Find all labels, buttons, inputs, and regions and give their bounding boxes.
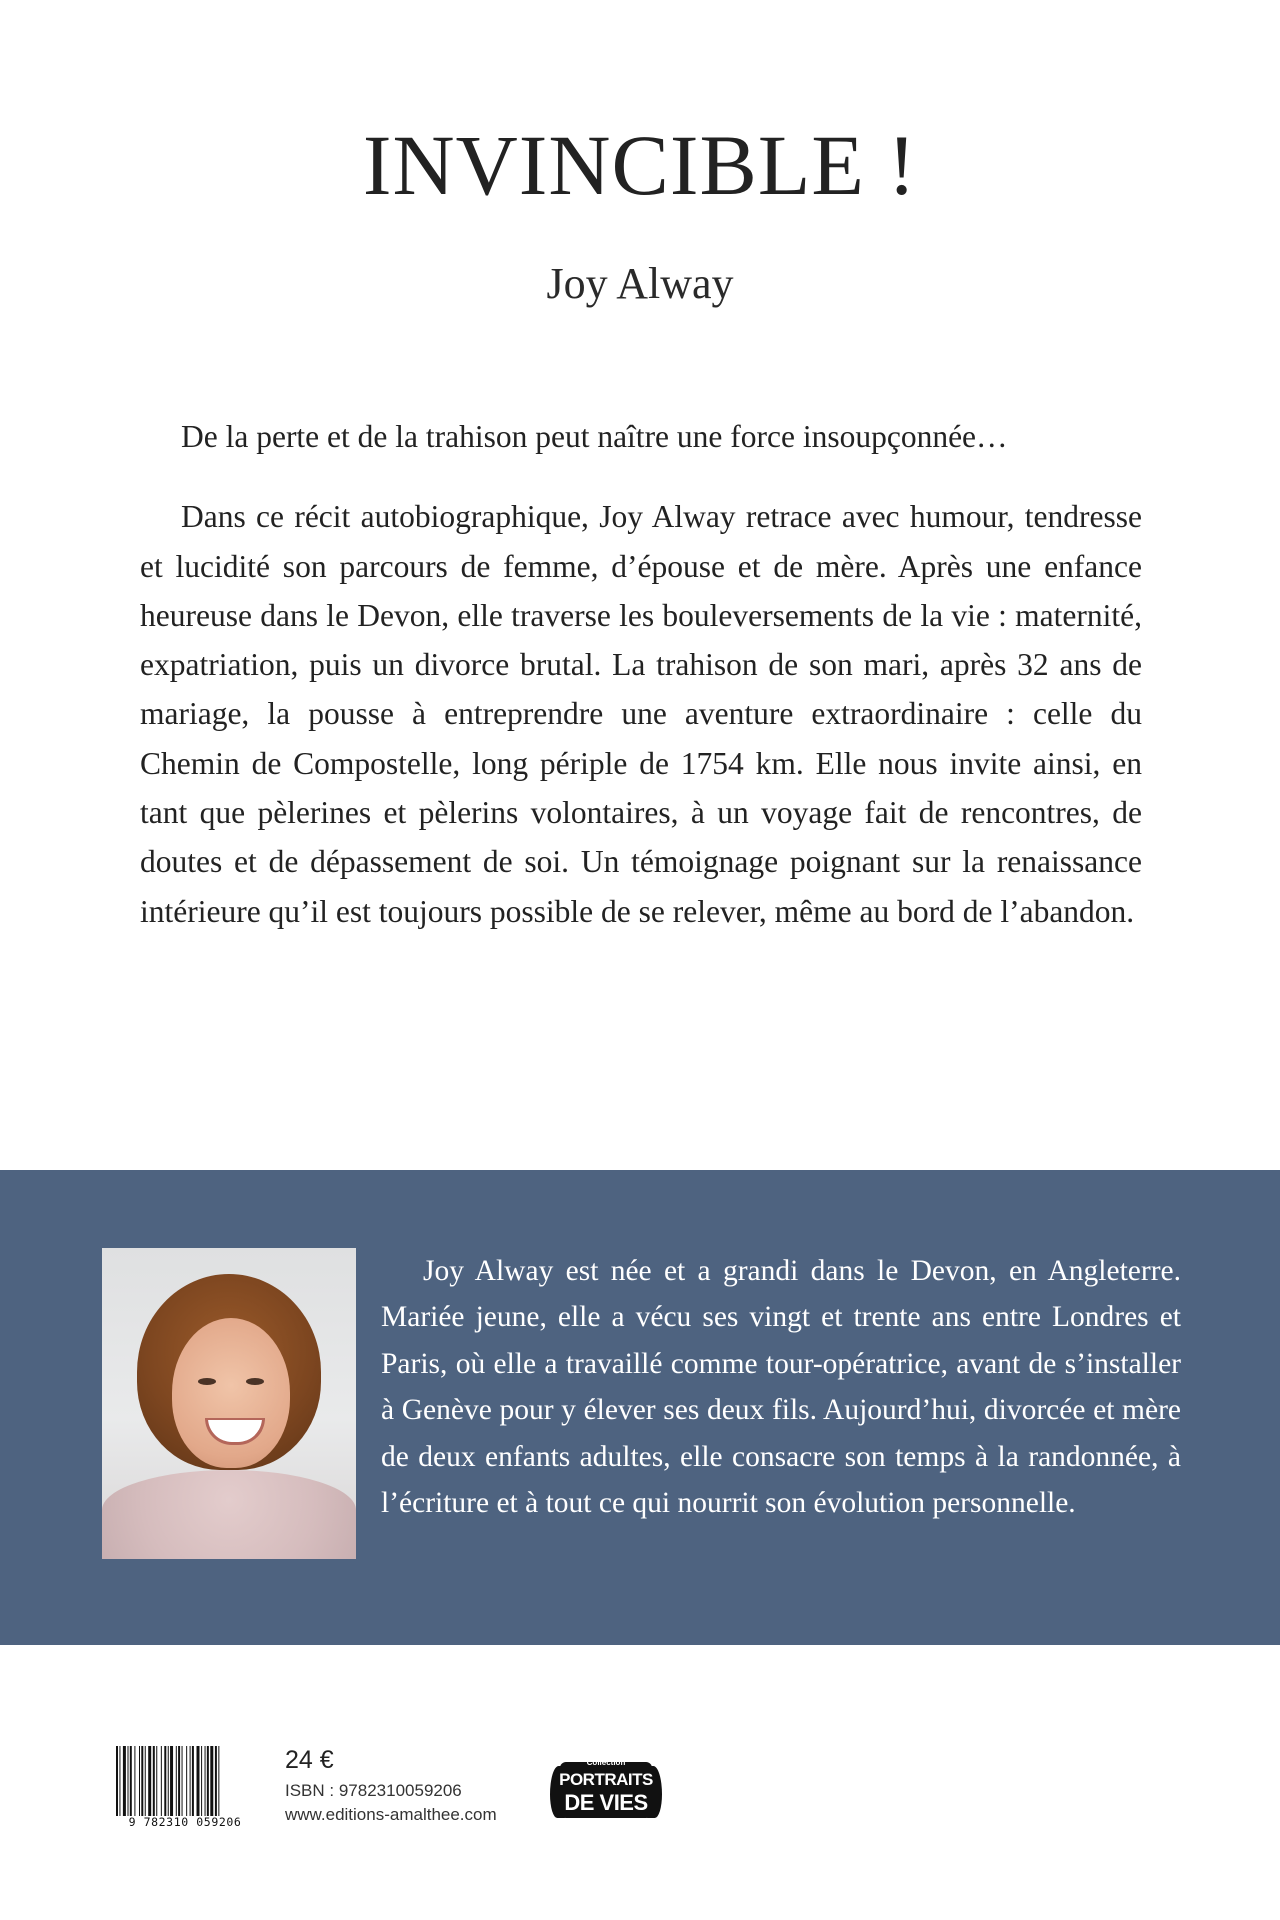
collection-logo (548, 1756, 664, 1826)
barcode-bar (176, 1746, 177, 1816)
barcode-bar (139, 1746, 140, 1816)
logo-collection-label: Collection (586, 1758, 626, 1767)
author-photo-eye-right (246, 1378, 264, 1385)
isbn-label: ISBN : 9782310059206 (285, 1781, 462, 1800)
barcode-bar (119, 1746, 120, 1816)
author-name: Joy Alway (546, 259, 734, 308)
publisher-website: www.editions-amalthee.com (285, 1805, 497, 1824)
barcode-bar (156, 1746, 157, 1816)
barcode-bar (215, 1746, 217, 1816)
barcode-bar (190, 1746, 191, 1816)
barcode-bar (218, 1746, 219, 1816)
barcode-digits: 9 782310 059206 (128, 1815, 242, 1829)
barcode-bar (164, 1746, 166, 1816)
author-photo-eye-left (198, 1378, 216, 1385)
summary-tagline: De la perte et de la trahison peut naître une force insoupçonnée… (181, 419, 1008, 454)
book-title: INVINCIBLE ! (362, 117, 918, 213)
barcode-bar (178, 1746, 180, 1816)
book-summary (140, 412, 1142, 936)
barcode-bar (186, 1746, 187, 1816)
barcode-bar (168, 1746, 169, 1816)
barcode-bar (205, 1746, 206, 1816)
barcode-bar (170, 1746, 173, 1816)
logo-line-2: DE VIES (564, 1790, 648, 1815)
author-photo (102, 1248, 356, 1559)
barcode-bar (134, 1746, 135, 1816)
barcode-bar (141, 1746, 143, 1816)
barcode-bar (153, 1746, 155, 1816)
barcode-bar (207, 1746, 209, 1816)
author-bio-text: Joy Alway est née et a grandi dans le Devon, en Angleterre. Mariée jeune, elle a vécu ses vingt et trente ans entre Londres et Paris, où elle a travaillé comme tour-opératrice, avant de s’installer à Genève pour y élever ses deux fils. Aujourd’hui, divorcée et mère de deux enfants adultes, elle consacre son temps à la randonnée, à l’écriture et à tout ce qui nourrit son évolution personnelle. (381, 1255, 1181, 1520)
author-bio-band (0, 1170, 1280, 1645)
price-label: 24 € (285, 1746, 334, 1774)
logo-line-1: PORTRAITS (559, 1770, 653, 1789)
barcode-bar (201, 1746, 202, 1816)
barcode-bar (197, 1746, 200, 1816)
barcode-bar (128, 1746, 129, 1816)
barcode-bar (161, 1746, 162, 1816)
barcode-bar (192, 1746, 194, 1816)
barcode-bar (182, 1746, 183, 1816)
author-photo-smile (205, 1418, 265, 1445)
barcode-bar (148, 1746, 151, 1816)
author-photo-sweater (102, 1470, 356, 1559)
barcode-bar (145, 1746, 146, 1816)
isbn-barcode (112, 1746, 258, 1830)
barcode-bars (116, 1746, 256, 1816)
summary-body: Dans ce récit autobiographique, Joy Alway retrace avec humour, tendresse et lucidité son parcours de femme, d’épouse et de mère. Après une enfance heureuse dans le Devon, elle traverse les bouleversements de la vie : maternité, expatriation, puis un divorce brutal. La trahison de son mari, après 32 ans de mariage, la pousse à entreprendre une aventure extraordinaire : celle du Chemin de Compostelle, long périple de 1754 km. Elle nous invite ainsi, en tant que pèlerines et pèlerins volontaires, à un voyage fait de rencontres, de doutes et de dépassement de soi. Un témoignage poignant sur la renaissance intérieure qu’il est toujours possible de se relever, même au bord de l’abandon. (140, 499, 1142, 929)
barcode-bar (116, 1746, 118, 1816)
barcode-bar (210, 1746, 213, 1816)
barcode-bar (130, 1746, 132, 1816)
barcode-bar (123, 1746, 126, 1816)
author-photo-face (172, 1318, 290, 1468)
